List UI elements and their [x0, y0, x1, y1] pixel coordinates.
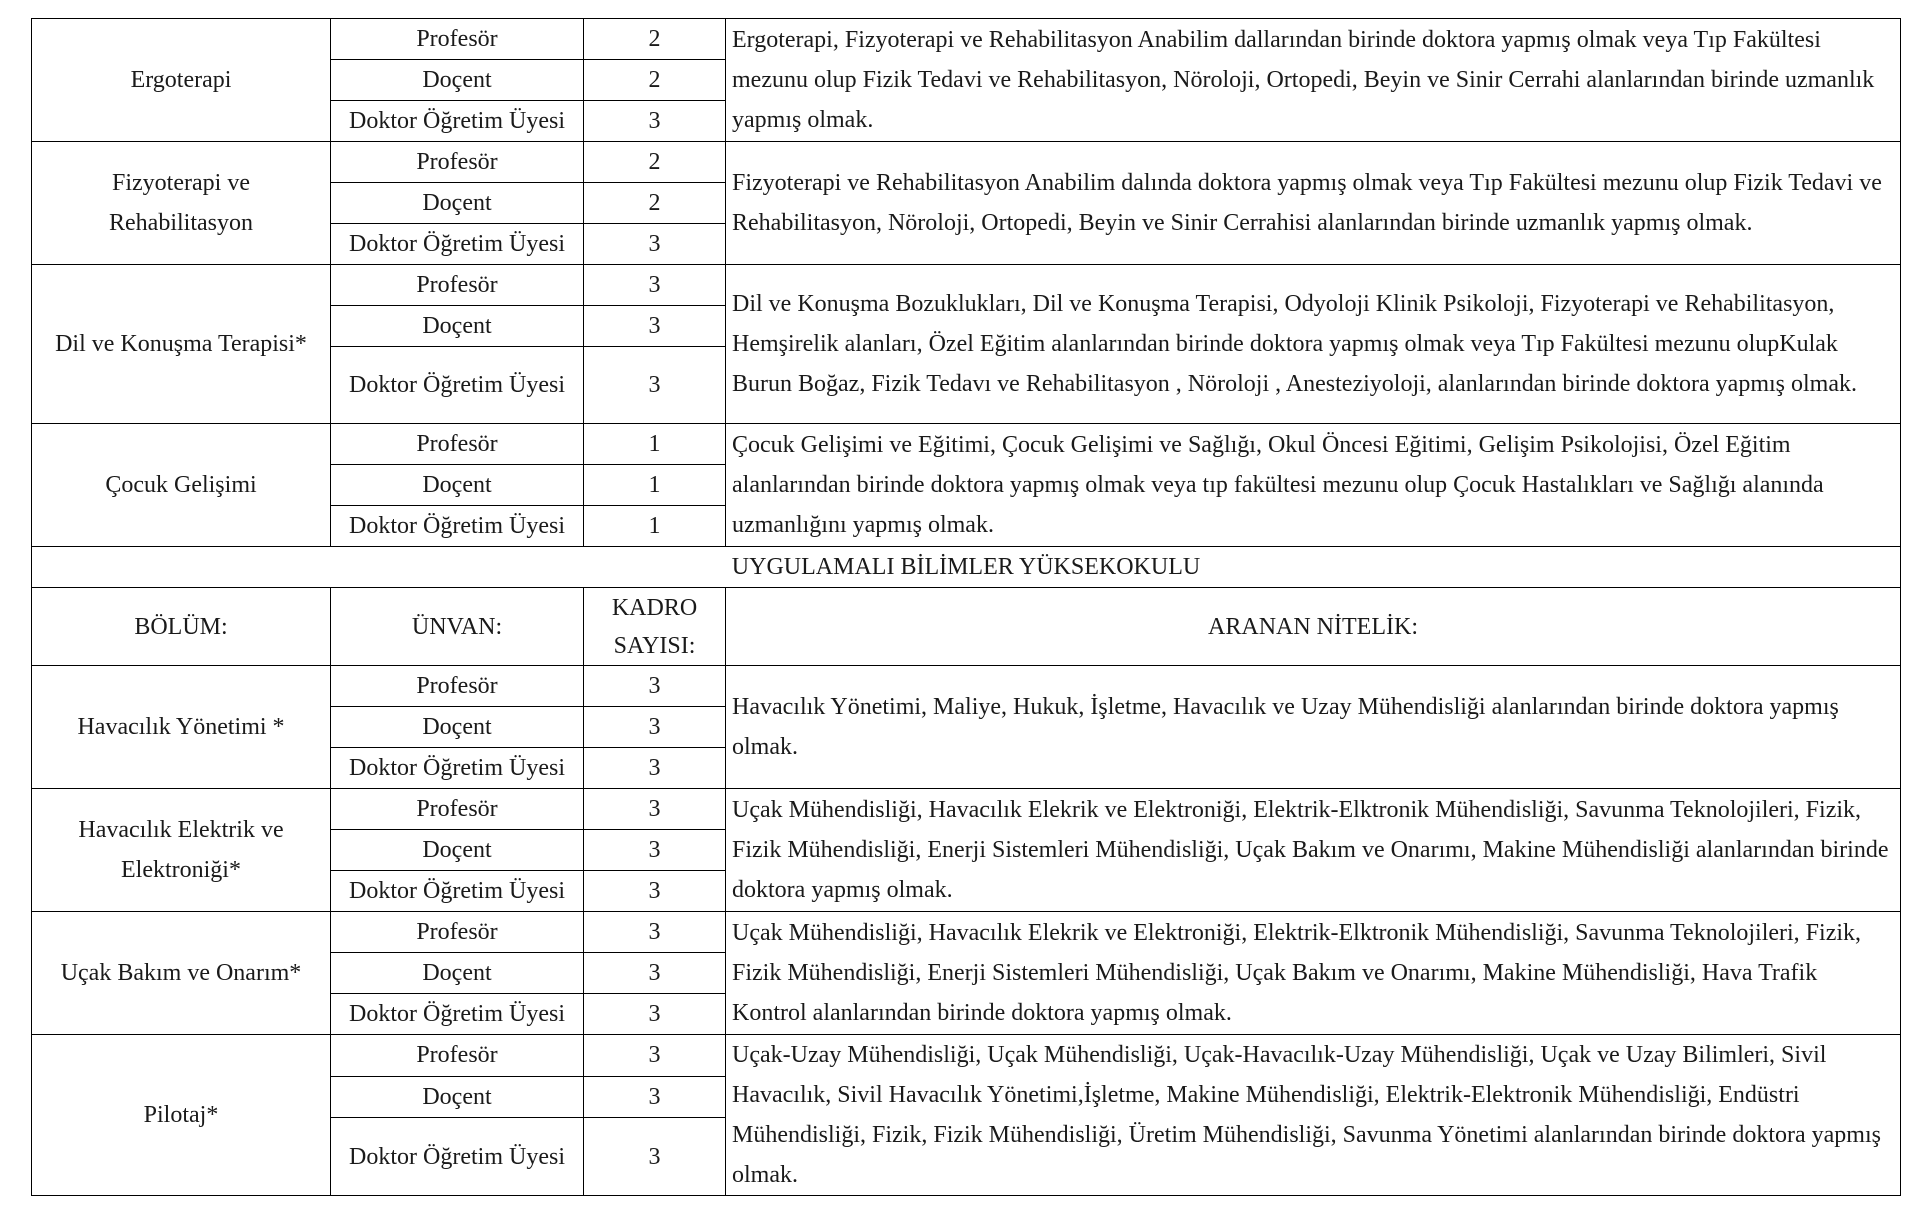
requirement-cell: Çocuk Gelişimi ve Eğitimi, Çocuk Gelişimi ve Sağlığı, Okul Öncesi Eğitimi, Gelişim Psikolojisi, Özel Eğitim alanlarından birinde doktora yapmış olmak veya tıp fakültesi mezunu olup Çocuk Hastalıkları ve Sağlığı alanında uzmanlığını yapmış olmak.	[726, 424, 1901, 547]
title-cell: Doçent	[331, 306, 584, 347]
count-cell: 2	[584, 142, 726, 183]
requirement-cell: Uçak Mühendisliği, Havacılık Elekrik ve Elektroniği, Elektrik-Elktronik Mühendisliği, Savunma Teknolojileri, Fizik, Fizik Mühendisliği, Enerji Sistemleri Mühendisliği, Uçak Bakım ve Onarımı, Makine Mühendisliği alanlarından birinde doktora yapmış olmak.	[726, 789, 1901, 912]
department-cell: Dil ve Konuşma Terapisi*	[32, 265, 331, 424]
title-cell: Doktor Öğretim Üyesi	[331, 101, 584, 142]
requirement-cell: Uçak-Uzay Mühendisliği, Uçak Mühendisliği, Uçak-Havacılık-Uzay Mühendisliği, Uçak ve Uzay Bilimleri, Sivil Havacılık, Sivil Havacılık Yönetimi,İşletme, Makine Mühendisliği, Elektrik-Elektronik Mühendisliği, Endüstri Mühendisliği, Fizik, Fizik Mühendisliği, Üretim Mühendisliği, Savunma Yönetimi alanlarından birinde doktora yapmış olmak.	[726, 1035, 1901, 1196]
table-row	[32, 912, 1901, 953]
title-cell: Profesör	[331, 142, 584, 183]
title-cell: Doktor Öğretim Üyesi	[331, 871, 584, 912]
table-row	[32, 424, 1901, 465]
count-cell: 1	[584, 424, 726, 465]
count-cell: 2	[584, 183, 726, 224]
title-cell: Doçent	[331, 183, 584, 224]
count-cell: 3	[584, 265, 726, 306]
title-cell: Doçent	[331, 707, 584, 748]
count-cell: 2	[584, 19, 726, 60]
count-cell: 3	[584, 224, 726, 265]
header-title: ÜNVAN:	[331, 588, 584, 666]
title-cell: Profesör	[331, 666, 584, 707]
title-cell: Doktor Öğretim Üyesi	[331, 748, 584, 789]
requirement-cell: Dil ve Konuşma Bozuklukları, Dil ve Konuşma Terapisi, Odyoloji Klinik Psikoloji, Fizyoterapi ve Rehabilitasyon, Hemşirelik alanları, Özel Eğitim alanlarından birinde doktora yapmış olmak veya Tıp Fakültesi mezunu olupKulak Burun Boğaz, Fizik Tedavı ve Rehabilitasyon , Nöroloji , Anesteziyoloji, alanlarından birinde doktora yapmış olmak.	[726, 265, 1901, 424]
count-cell: 3	[584, 830, 726, 871]
count-cell: 1	[584, 465, 726, 506]
header-count	[584, 588, 726, 666]
title-cell: Profesör	[331, 789, 584, 830]
count-cell: 3	[584, 953, 726, 994]
title-cell: Doktor Öğretim Üyesi	[331, 347, 584, 424]
count-cell: 3	[584, 347, 726, 424]
count-cell: 1	[584, 506, 726, 547]
count-cell: 3	[584, 994, 726, 1035]
count-cell: 3	[584, 912, 726, 953]
title-cell: Doçent	[331, 830, 584, 871]
department-cell: Uçak Bakım ve Onarım*	[32, 912, 331, 1035]
title-cell: Doktor Öğretim Üyesi	[331, 506, 584, 547]
department-cell: Havacılık Elektrik ve Elektroniği*	[32, 789, 331, 912]
title-cell: Profesör	[331, 265, 584, 306]
header-requirement: ARANAN NİTELİK:	[726, 588, 1901, 666]
title-cell: Doçent	[331, 1076, 584, 1118]
count-cell: 3	[584, 789, 726, 830]
department-cell: Çocuk Gelişimi	[32, 424, 331, 547]
table-row	[32, 265, 1901, 306]
department-cell: Ergoterapi	[32, 19, 331, 142]
title-cell: Doçent	[331, 465, 584, 506]
table-row	[32, 1035, 1901, 1077]
header-count-line2: SAYISI:	[613, 632, 696, 659]
count-cell: 3	[584, 1035, 726, 1077]
title-cell: Doktor Öğretim Üyesi	[331, 994, 584, 1035]
table-row	[32, 789, 1901, 830]
title-cell: Profesör	[331, 424, 584, 465]
title-cell: Doçent	[331, 953, 584, 994]
header-count-line1: KADRO	[611, 594, 698, 621]
count-cell: 3	[584, 1118, 726, 1196]
count-cell: 3	[584, 707, 726, 748]
count-cell: 3	[584, 666, 726, 707]
requirement-cell: Havacılık Yönetimi, Maliye, Hukuk, İşletme, Havacılık ve Uzay Mühendisliği alanlarından birinde doktora yapmış olmak.	[726, 666, 1901, 789]
title-cell: Profesör	[331, 19, 584, 60]
requirement-cell: Ergoterapi, Fizyoterapi ve Rehabilitasyon Anabilim dallarından birinde doktora yapmış olmak veya Tıp Fakültesi mezunu olup Fizik Tedavi ve Rehabilitasyon, Nöroloji, Ortopedi, Beyin ve Sinir Cerrahi alanlarından birinde uzmanlık yapmış olmak.	[726, 19, 1901, 142]
requirement-cell: Uçak Mühendisliği, Havacılık Elekrik ve Elektroniği, Elektrik-Elktronik Mühendisliği, Savunma Teknolojileri, Fizik, Fizik Mühendisliği, Enerji Sistemleri Mühendisliği, Uçak Bakım ve Onarımı, Makine Mühendisliği, Hava Trafik Kontrol alanlarından birinde doktora yapmış olmak.	[726, 912, 1901, 1035]
count-cell: 3	[584, 1076, 726, 1118]
count-cell: 3	[584, 306, 726, 347]
table-row	[32, 666, 1901, 707]
header-row	[32, 588, 1901, 666]
staff-positions-table	[31, 18, 1901, 1196]
table-row	[32, 142, 1901, 183]
department-cell: Fizyoterapi ve Rehabilitasyon	[32, 142, 331, 265]
count-cell: 3	[584, 101, 726, 142]
section-row	[32, 547, 1901, 588]
table-row	[32, 19, 1901, 60]
count-cell: 3	[584, 871, 726, 912]
title-cell: Profesör	[331, 1035, 584, 1077]
department-cell: Havacılık Yönetimi *	[32, 666, 331, 789]
title-cell: Profesör	[331, 912, 584, 953]
title-cell: Doçent	[331, 60, 584, 101]
section-title: UYGULAMALI BİLİMLER YÜKSEKOKULU	[32, 547, 1901, 588]
header-department: BÖLÜM:	[32, 588, 331, 666]
requirement-cell: Fizyoterapi ve Rehabilitasyon Anabilim dalında doktora yapmış olmak veya Tıp Fakültesi mezunu olup Fizik Tedavi ve Rehabilitasyon, Nöroloji, Ortopedi, Beyin ve Sinir Cerrahisi alanlarından birinde uzmanlık yapmış olmak.	[726, 142, 1901, 265]
title-cell: Doktor Öğretim Üyesi	[331, 1118, 584, 1196]
count-cell: 3	[584, 748, 726, 789]
count-cell: 2	[584, 60, 726, 101]
department-cell: Pilotaj*	[32, 1035, 331, 1196]
title-cell: Doktor Öğretim Üyesi	[331, 224, 584, 265]
